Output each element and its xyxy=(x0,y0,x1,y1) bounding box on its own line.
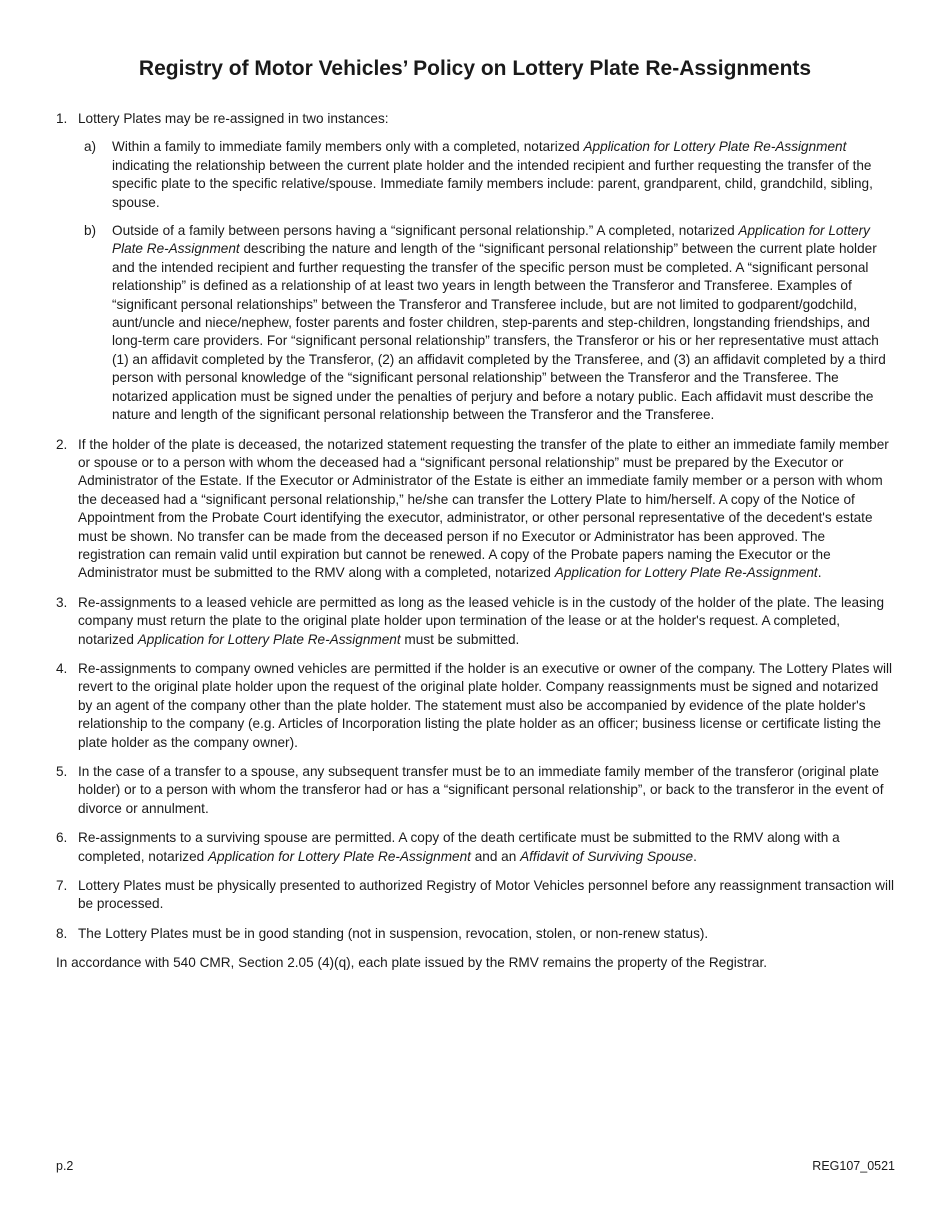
text-run: If the holder of the plate is deceased, the notarized statement requesting the transfer of the plate to either an immediate family member or spouse or to a person with whom the deceased had a “significant personal relationship” must be prepared by the Executor or Administrator of the Estate. If the Executor or Administrator of the Estate is either an immediate family member or a person with whom the deceased had a “significant personal relationship,” he/she can transfer the Lottery Plate to him/herself. A copy of the Notice of Appointment from the Probate Court identifying the executor, administrator, or other personal representative of the decedent's estate must be shown. No transfer can be made from the deceased person if no Executor or Administrator has been approved. The registration can remain valid until expiration but cannot be renewed. A copy of the Probate papers naming the Executor or the Administrator must be submitted to the RMV along with a completed, notarized xyxy=(78,436,889,581)
subitem-letter: b) xyxy=(84,223,97,239)
form-code: REG107_0521 xyxy=(812,1159,895,1173)
policy-item-4 xyxy=(56,660,896,752)
text-run: indicating the relationship between the current plate holder and the intended recipient and further requesting the transfer of the specific plate to the specific relative/spouse. Immediate family members include: parent, grandparent, child, grandchild, sibling, spouse. xyxy=(112,157,873,210)
text-run: Outside of a family between persons having a “significant personal relationship.” A completed, notarized xyxy=(112,223,739,239)
form-title-italic: Application for Lottery Plate Re-Assignment xyxy=(207,848,471,864)
item-number: 5. xyxy=(56,764,68,779)
subitem-text xyxy=(112,138,896,212)
item-number: 8. xyxy=(56,925,68,941)
item-number: 3. xyxy=(56,594,68,610)
policy-list xyxy=(56,110,896,973)
text-run: Within a family to immediate family members only with a completed, notarized xyxy=(112,139,584,155)
policy-item-6 xyxy=(56,829,896,866)
page-number: p.2 xyxy=(56,1159,74,1173)
text-run: and an xyxy=(470,848,521,864)
item-number: 6. xyxy=(56,830,68,846)
page-title: Registry of Motor Vehicles’ Policy on Lottery Plate Re-Assignments xyxy=(138,57,812,80)
closing-statement: In accordance with 540 CMR, Section 2.05 (4)(q), each plate issued by the RMV remains the property of the Registrar. xyxy=(56,955,767,971)
policy-subitem-b xyxy=(84,222,896,424)
item-text: Lottery Plates may be re-assigned in two instances: xyxy=(78,111,389,126)
text-run: . xyxy=(693,848,697,864)
item-text: Re-assignments to company owned vehicles are permitted if the holder is an executive or owner of the company. The Lottery Plates will revert to the original plate holder upon the request of the original plate holder. Company reassignments must be signed and notarized by an agent of the company other than the plate holder. The statement must also be accompanied by evidence of the plate holder's relationship to the company (e.g. Articles of Incorporation listing the plate holder as an officer; business license or certificate listing the plate holder as the company owner). xyxy=(78,660,893,750)
form-title-italic: Affidavit of Surviving Spouse xyxy=(520,848,694,864)
item-text: The Lottery Plates must be in good standing (not in suspension, revocation, stolen, or non-renew status). xyxy=(78,925,709,941)
subitem-text xyxy=(112,222,896,424)
policy-item-8 xyxy=(56,925,896,943)
item-text xyxy=(78,594,896,649)
item-body xyxy=(78,110,896,425)
item-text xyxy=(78,829,896,866)
text-run: describing the nature and length of the “significant personal relationship” between the current plate holder and the intended recipient and further requesting the transfer of the specific person must be completed. A “significant personal relationship” is defined as a relationship of at least two years in length between the Transferor and Transferee. Examples of “significant personal relationships” between the Transferor and Transferee include, but are not limited to godparent/godchild, aunt/uncle and niece/nephew, foster parents and foster children, step-parents and step-children, longstanding friendships, and long-term care providers. For “significant personal relationship” transfers, the Transferor or his or her representative must attach (1) an affidavit completed by the Transferor, (2) an affidavit completed by the Transferee, and (3) an affidavit completed by a third person with personal knowledge of the “significant personal relationship” between the Transferor and the Transferee. The notarized application must be signed under the penalties of perjury and before a notary public. Each affidavit must describe the nature and length of the significant personal relationship between the Transferor and the Transferee. xyxy=(112,241,886,423)
policy-subitem-a xyxy=(84,138,896,212)
item-number: 1. xyxy=(56,111,68,126)
item-number: 2. xyxy=(56,436,68,452)
text-run: Re-assignments to a surviving spouse are permitted. A copy of the death certificate must be submitted to the RMV along with a completed, notarized xyxy=(78,830,840,864)
form-title-italic: Application for Lottery Plate Re-Assignment xyxy=(554,565,818,581)
item-number: 4. xyxy=(56,660,68,676)
text-run: must be submitted. xyxy=(400,631,520,647)
policy-item-1 xyxy=(56,110,896,425)
form-title-italic: Application for Lottery Plate Re-Assignment xyxy=(112,223,870,257)
form-title-italic: Application for Lottery Plate Re-Assignment xyxy=(137,631,401,647)
policy-item-7 xyxy=(56,877,896,914)
text-run: . xyxy=(817,565,822,581)
policy-item-3 xyxy=(56,594,896,649)
item-text xyxy=(78,436,896,583)
text-run: Re-assignments to a leased vehicle are permitted as long as the leased vehicle is in the custody of the holder of the plate. The leasing company must return the plate to the original plate holder upon termination of the lease or at the holder's request. A completed, notarized xyxy=(78,594,885,647)
policy-item-5 xyxy=(56,763,896,818)
item-text: Lottery Plates must be physically presented to authorized Registry of Motor Vehicles personnel before any reassignment transaction will be processed. xyxy=(78,878,895,912)
item-text: In the case of a transfer to a spouse, any subsequent transfer must be to an immediate family member of the transferor (original plate holder) or to a person with whom the transferor had or has a “significant personal relationship”, or back to the transferor in the event of divorce or annulment. xyxy=(78,764,884,816)
item-number: 7. xyxy=(56,878,68,894)
policy-item-2 xyxy=(56,436,896,583)
form-title-italic: Application for Lottery Plate Re-Assignment xyxy=(583,139,847,155)
subitem-letter: a) xyxy=(84,139,97,155)
